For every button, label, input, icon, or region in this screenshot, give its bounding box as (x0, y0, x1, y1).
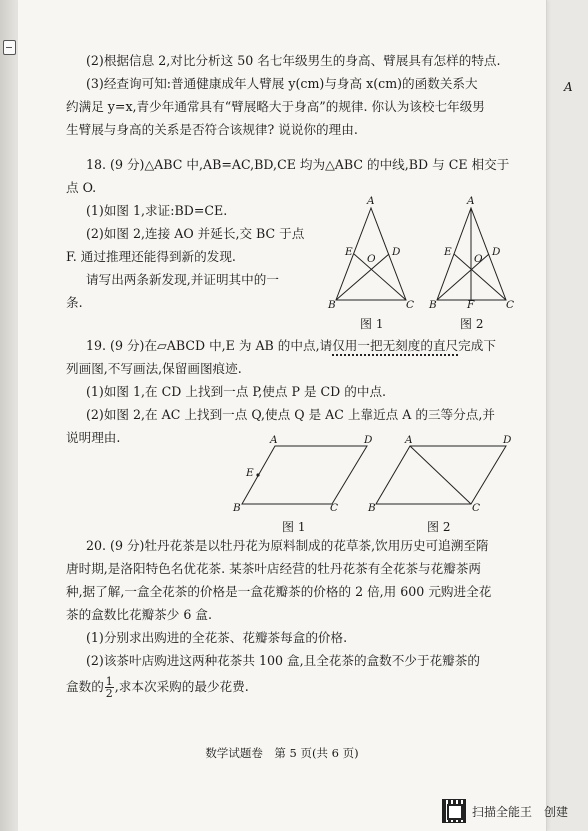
paragraph-line: 约满足 y=x,青少年通常具有“臂展略大于身高”的规律. 你认为该校七年级男 (66, 99, 485, 114)
point-label: B (328, 299, 336, 311)
question-19-line: (1)如图 1,在 CD 上找到一点 P,使点 P 是 CD 的中点. (86, 384, 387, 399)
point-label: E (444, 246, 452, 258)
question-19-line: 列画图,不写画法,保留画图痕迹. (66, 361, 242, 376)
question-20-line (66, 676, 249, 699)
point-label: O (474, 253, 483, 265)
margin-mark: A (564, 80, 573, 94)
question-20-line: 20. (9 分)牡丹花茶是以牡丹花为原料制成的花草茶,饮用历史可追溯至隋 (86, 538, 489, 553)
point-label: E (345, 246, 353, 258)
point-label: D (364, 434, 373, 446)
point-label: B (429, 299, 437, 311)
figure-caption: 图 2 (460, 317, 484, 331)
point-label: E (246, 467, 254, 479)
point-label: D (492, 246, 501, 258)
question-18-line: 18. (9 分)△ABC 中,AB=AC,BD,CE 均为△ABC 的中线,BD 与 CE 相交于 (86, 157, 510, 172)
question-20-text: 盒数的 (66, 679, 104, 694)
emphasis-dotted: 仅用一把无刻度的直尺 (332, 338, 458, 356)
question-20-text: ,求本次采购的最少花费. (114, 679, 249, 694)
question-19-line: (2)如图 2,在 AC 上找到一点 Q,使点 Q 是 AC 上靠近点 A 的三等分点,并 (86, 407, 495, 422)
figure-caption: 图 1 (360, 317, 384, 331)
question-19-line: 说明理由. (66, 430, 121, 445)
point-label: A (405, 434, 413, 446)
question-19-text: 19. (9 分)在▱ABCD 中,E 为 AB 的中点,请 (86, 338, 333, 353)
point-label: O (367, 253, 376, 265)
point-label: D (392, 246, 401, 258)
point-label: C (406, 299, 415, 311)
qr-code-icon-inner (447, 804, 463, 820)
question-20-line: 茶的盒数比花瓣茶少 6 盒. (66, 607, 212, 622)
question-20-line: 唐时期,是洛阳特色名优花茶. 某茶叶店经营的牡丹花茶有全花茶与花瓣茶两 (66, 561, 482, 576)
question-18-line: (1)如图 1,求证:BD=CE. (86, 203, 228, 218)
question-20-line: (2)该茶叶店购进这两种花茶共 100 盒,且全花茶的盒数不少于花瓣茶的 (86, 653, 480, 668)
point-label: C (506, 299, 515, 311)
question-20-line: (1)分别求出购进的全花茶、花瓣茶每盒的价格. (86, 630, 348, 645)
point-label: C (330, 502, 339, 514)
figure-caption: 图 1 (282, 520, 306, 534)
question-18-line: F. 通过推理还能得到新的发现. (66, 249, 236, 264)
point-label: C (472, 502, 481, 514)
page-footer: 数学试题卷 第 5 页(共 6 页) (205, 746, 359, 760)
point-label: A (367, 195, 375, 207)
question-18-line: 请写出两条新发现,并证明其中的一 (86, 272, 279, 287)
question-19-text: 完成下 (458, 338, 496, 353)
point-label: A (467, 195, 475, 207)
fraction (105, 676, 114, 699)
point-label: B (233, 502, 241, 514)
point-label: F (467, 299, 475, 311)
figure-caption: 图 2 (427, 520, 451, 534)
question-18-line: (2)如图 2,连接 AO 并延长,交 BC 于点 (86, 226, 305, 241)
scanner-watermark: 扫描全能王 创建 (472, 805, 569, 819)
point-label: A (270, 434, 278, 446)
point-label: B (368, 502, 376, 514)
paragraph-line: 生臂展与身高的关系是否符合该规律? 说说你的理由. (66, 122, 358, 137)
question-20-line: 种,据了解,一盒全花茶的价格是一盒花瓣茶的价格的 2 倍,用 600 元购进全花 (66, 584, 492, 599)
question-18-line: 条. (66, 295, 83, 310)
question-18-line: 点 O. (66, 180, 97, 195)
fraction-numerator: 1 (105, 675, 113, 688)
fraction-denominator: 2 (105, 687, 113, 700)
point-label: D (503, 434, 512, 446)
paragraph-line: (3)经查询可知:普通健康成年人臂展 y(cm)与身高 x(cm)的函数关系大 (86, 76, 478, 91)
paragraph-line: (2)根据信息 2,对比分析这 50 名七年级男生的身高、臂展具有怎样的特点. (86, 53, 501, 68)
